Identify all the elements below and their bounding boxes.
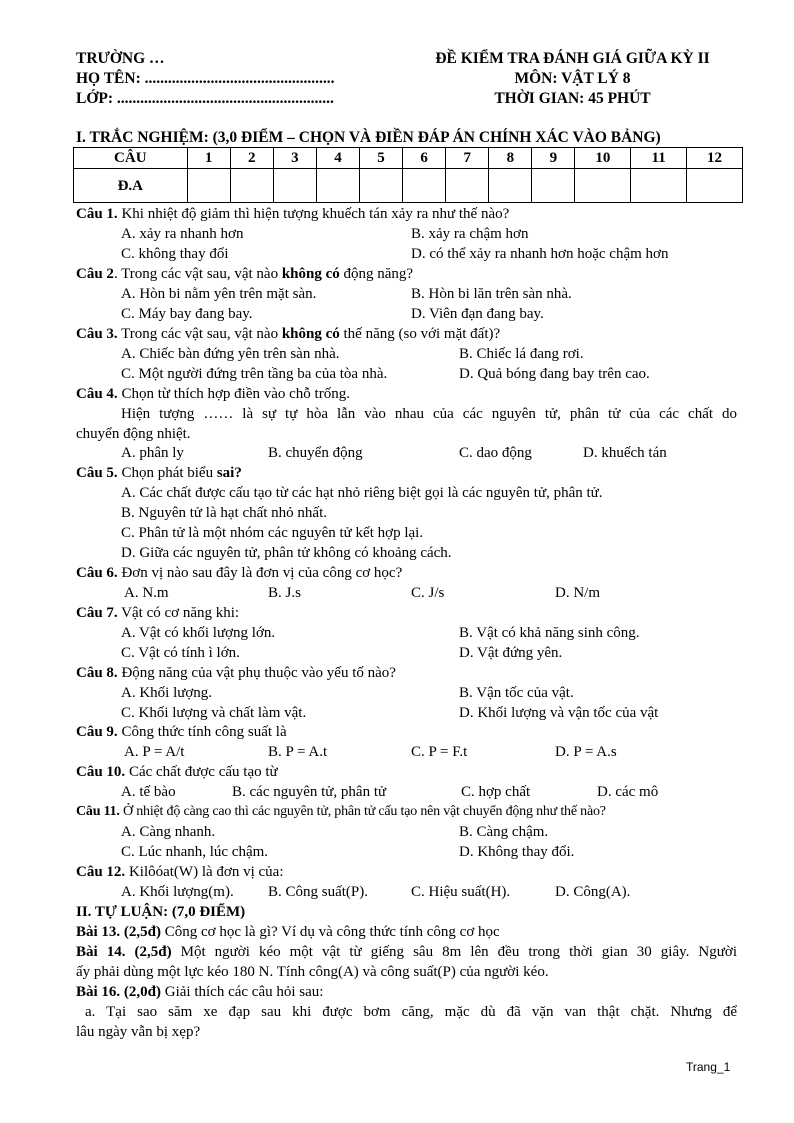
answer-cell[interactable] bbox=[187, 169, 230, 203]
option-c: C. không thay đổi bbox=[121, 246, 229, 262]
question-label: Câu 2 bbox=[76, 266, 114, 282]
option-d: D. Quả bóng đang bay trên cao. bbox=[459, 366, 650, 382]
question-4-passage-line1: Hiện tượng …… là sự tự hòa lẫn vào nhau của các nguyên tử, phân tử của các chất do bbox=[121, 406, 737, 422]
question-8 bbox=[76, 663, 396, 683]
problem-16-part-a-line1: a. Tại sao săm xe đạp sau khi được bơm căng, mặc dù đã vặn van thật chặt. Nhưng để bbox=[85, 1004, 737, 1020]
option-b: B. Càng chậm. bbox=[459, 824, 549, 840]
option-b: B. các nguyên tử, phân tử bbox=[232, 784, 387, 800]
answer-table-number: 1 bbox=[187, 148, 230, 169]
question-text: Trong các vật sau, vật nào bbox=[117, 326, 282, 342]
answer-cell[interactable] bbox=[359, 169, 402, 203]
answer-table-number: 11 bbox=[631, 148, 687, 169]
question-label: Câu 8. bbox=[76, 665, 118, 681]
option-b: B. chuyển động bbox=[268, 445, 363, 461]
option-d: D. Giữa các nguyên tử, phân tử không có khoảng cách. bbox=[121, 545, 452, 561]
section1-title: I. TRẮC NGHIỆM: (3,0 ĐIỂM – CHỌN VÀ ĐIỀN ĐÁP ÁN CHÍNH XÁC VÀO BẢNG) bbox=[76, 129, 661, 146]
question-4 bbox=[76, 384, 350, 404]
question-text: Chọn từ thích hợp điền vào chỗ trống. bbox=[117, 386, 350, 402]
answer-cell[interactable] bbox=[687, 169, 743, 203]
answer-table-label-cau: CÂU bbox=[74, 148, 188, 169]
question-11 bbox=[76, 802, 606, 822]
page-number: Trang_1 bbox=[686, 1060, 731, 1074]
option-b: B. Vận tốc của vật. bbox=[459, 685, 574, 701]
answer-table-number: 5 bbox=[359, 148, 402, 169]
question-text: Khi nhiệt độ giảm thì hiện tượng khuếch tán xảy ra như thế nào? bbox=[117, 206, 510, 222]
question-emphasis: không có bbox=[281, 266, 340, 282]
answer-table-number: 6 bbox=[403, 148, 446, 169]
option-a: A. Khối lượng(m). bbox=[121, 884, 234, 900]
question-label: Câu 12. bbox=[76, 864, 126, 880]
answer-cell[interactable] bbox=[532, 169, 575, 203]
question-9 bbox=[76, 722, 287, 742]
option-d: D. P = A.s bbox=[555, 744, 617, 760]
question-label: Câu 6. bbox=[76, 565, 118, 581]
option-c: C. Khối lượng và chất làm vật. bbox=[121, 705, 307, 721]
question-label: Câu 7. bbox=[76, 605, 118, 621]
option-c: C. J/s bbox=[411, 585, 445, 601]
problem-14 bbox=[76, 942, 737, 962]
answer-table-number: 9 bbox=[532, 148, 575, 169]
option-d: D. khuếch tán bbox=[583, 445, 667, 461]
option-d: D. Vật đứng yên. bbox=[459, 645, 563, 661]
problem-14-line2: ấy phải dùng một lực kéo 180 N. Tính công(A) và công suất(P) của người kéo. bbox=[76, 964, 549, 980]
problem-16 bbox=[76, 982, 323, 1002]
question-7 bbox=[76, 603, 239, 623]
exam-title: ĐỀ KIỂM TRA ĐÁNH GIÁ GIỮA KỲ II bbox=[435, 50, 710, 67]
question-label: Câu 11. bbox=[76, 804, 120, 819]
option-a: A. xảy ra nhanh hơn bbox=[121, 226, 244, 242]
question-12 bbox=[76, 862, 284, 882]
answer-table-number: 4 bbox=[316, 148, 359, 169]
problem-label: Bài 14. (2,5đ) bbox=[76, 944, 172, 960]
student-name-line: HỌ TÊN: ................................................. bbox=[76, 70, 335, 87]
question-text: Vật có cơ năng khi: bbox=[117, 605, 240, 621]
option-a: A. tế bào bbox=[121, 784, 176, 800]
option-c: C. dao động bbox=[459, 445, 532, 461]
option-c: C. Hiệu suất(H). bbox=[411, 884, 511, 900]
option-b: B. Công suất(P). bbox=[268, 884, 369, 900]
option-a: A. Vật có khối lượng lớn. bbox=[121, 625, 276, 641]
problem-13 bbox=[76, 922, 500, 942]
problem-text: Công cơ học là gì? Ví dụ và công thức tính công cơ học bbox=[161, 924, 500, 940]
option-a: A. Khối lượng. bbox=[121, 685, 213, 701]
option-a: A. Hòn bi nằm yên trên mặt sàn. bbox=[121, 286, 317, 302]
option-d: D. N/m bbox=[555, 585, 600, 601]
answer-cell[interactable] bbox=[446, 169, 489, 203]
option-b: B. Vật có khả năng sinh công. bbox=[459, 625, 640, 641]
question-label: Câu 9. bbox=[76, 724, 118, 740]
option-d: D. Viên đạn đang bay. bbox=[411, 306, 544, 322]
answer-table bbox=[73, 147, 743, 203]
answer-table-number: 10 bbox=[575, 148, 631, 169]
question-label: Câu 3. bbox=[76, 326, 118, 342]
question-3 bbox=[76, 324, 500, 344]
answer-cell[interactable] bbox=[489, 169, 532, 203]
answer-cell[interactable] bbox=[316, 169, 359, 203]
answer-table-number: 7 bbox=[446, 148, 489, 169]
option-c: C. Một người đứng trên tầng ba của tòa nhà. bbox=[121, 366, 388, 382]
question-6 bbox=[76, 563, 402, 583]
question-text: động năng? bbox=[339, 266, 414, 282]
option-d: D. Công(A). bbox=[555, 884, 631, 900]
question-text: Động năng của vật phụ thuộc vào yếu tố nào? bbox=[117, 665, 396, 681]
question-label: Câu 5. bbox=[76, 465, 118, 481]
question-2 bbox=[76, 264, 413, 284]
student-class-line: LỚP: ........................................................ bbox=[76, 90, 334, 107]
option-c: C. Phân tử là một nhóm các nguyên tử kết hợp lại. bbox=[121, 525, 424, 541]
question-text: Đơn vị nào sau đây là đơn vị của công cơ học? bbox=[117, 565, 403, 581]
option-a: A. Các chất được cấu tạo từ các hạt nhỏ riêng biệt gọi là các nguyên tử, phân tử. bbox=[121, 485, 603, 501]
option-b: B. Nguyên tử là hạt chất nhỏ nhất. bbox=[121, 505, 328, 521]
question-label: Câu 4. bbox=[76, 386, 118, 402]
question-text: Chọn phát biểu bbox=[117, 465, 217, 481]
option-d: D. có thể xảy ra nhanh hơn hoặc chậm hơn bbox=[411, 246, 669, 262]
option-a: A. Chiếc bàn đứng yên trên sàn nhà. bbox=[121, 346, 340, 362]
option-c: C. Vật có tính ì lớn. bbox=[121, 645, 240, 661]
school-name: TRƯỜNG … bbox=[76, 50, 165, 67]
question-5 bbox=[76, 463, 242, 483]
answer-table-number: 8 bbox=[489, 148, 532, 169]
question-text: Các chất được cấu tạo từ bbox=[125, 764, 278, 780]
question-1 bbox=[76, 204, 509, 224]
question-label: Câu 10. bbox=[76, 764, 126, 780]
exam-time: THỜI GIAN: 45 PHÚT bbox=[494, 90, 651, 107]
answer-table-label-da: Đ.A bbox=[74, 169, 188, 203]
option-a: A. P = A/t bbox=[124, 744, 185, 760]
option-b: B. Chiếc lá đang rơi. bbox=[459, 346, 584, 362]
question-text: . Trong các vật sau, vật nào bbox=[113, 266, 282, 282]
question-emphasis: sai? bbox=[216, 465, 242, 481]
answer-cell[interactable] bbox=[631, 169, 687, 203]
option-c: C. hợp chất bbox=[461, 784, 531, 800]
problem-text-line1: Một người kéo một vật từ giếng sâu 8m lên đều trong thời gian 30 giây. Người bbox=[171, 944, 737, 960]
problem-text: Giải thích các câu hỏi sau: bbox=[161, 984, 324, 1000]
answer-table-header-row bbox=[74, 148, 743, 169]
option-c: C. Lúc nhanh, lúc chậm. bbox=[121, 844, 269, 860]
option-b: B. J.s bbox=[268, 585, 301, 601]
option-a: A. N.m bbox=[124, 585, 169, 601]
option-b: B. xảy ra chậm hơn bbox=[411, 226, 529, 242]
question-10 bbox=[76, 762, 278, 782]
question-text: Ở nhiệt độ càng cao thì các nguyên tử, phân tử cấu tạo nên vật chuyển động như thế nào? bbox=[119, 804, 606, 819]
problem-label: Bài 13. (2,5đ) bbox=[76, 924, 162, 940]
problem-label: Bài 16. (2,0đ) bbox=[76, 984, 162, 1000]
question-text: Kilôóat(W) là đơn vị của: bbox=[125, 864, 284, 880]
question-text: Công thức tính công suất là bbox=[117, 724, 287, 740]
question-text: thế năng (so với mặt đất)? bbox=[339, 326, 501, 342]
option-b: B. P = A.t bbox=[268, 744, 328, 760]
option-d: D. các mô bbox=[597, 784, 659, 800]
option-a: A. phân ly bbox=[121, 445, 184, 461]
answer-table-answer-row bbox=[74, 169, 743, 203]
answer-table-number: 2 bbox=[230, 148, 273, 169]
answer-cell[interactable] bbox=[403, 169, 446, 203]
option-a: A. Càng nhanh. bbox=[121, 824, 216, 840]
option-c: C. Máy bay đang bay. bbox=[121, 306, 253, 322]
problem-16-part-a-line2: lâu ngày vẫn bị xẹp? bbox=[76, 1024, 201, 1040]
answer-cell[interactable] bbox=[273, 169, 316, 203]
exam-subject: MÔN: VẬT LÝ 8 bbox=[514, 70, 631, 87]
answer-table-number: 3 bbox=[273, 148, 316, 169]
option-b: B. Hòn bi lăn trên sàn nhà. bbox=[411, 286, 572, 302]
question-label: Câu 1. bbox=[76, 206, 118, 222]
answer-table-number: 12 bbox=[687, 148, 743, 169]
question-4-passage-line2: chuyển động nhiệt. bbox=[76, 426, 191, 442]
option-d: D. Không thay đổi. bbox=[459, 844, 575, 860]
option-c: C. P = F.t bbox=[411, 744, 468, 760]
option-d: D. Khối lượng và vận tốc của vật bbox=[459, 705, 659, 721]
section2-title: II. TỰ LUẬN: (7,0 ĐIỂM) bbox=[76, 904, 246, 920]
question-emphasis: không có bbox=[281, 326, 340, 342]
answer-cell[interactable] bbox=[230, 169, 273, 203]
answer-cell[interactable] bbox=[575, 169, 631, 203]
